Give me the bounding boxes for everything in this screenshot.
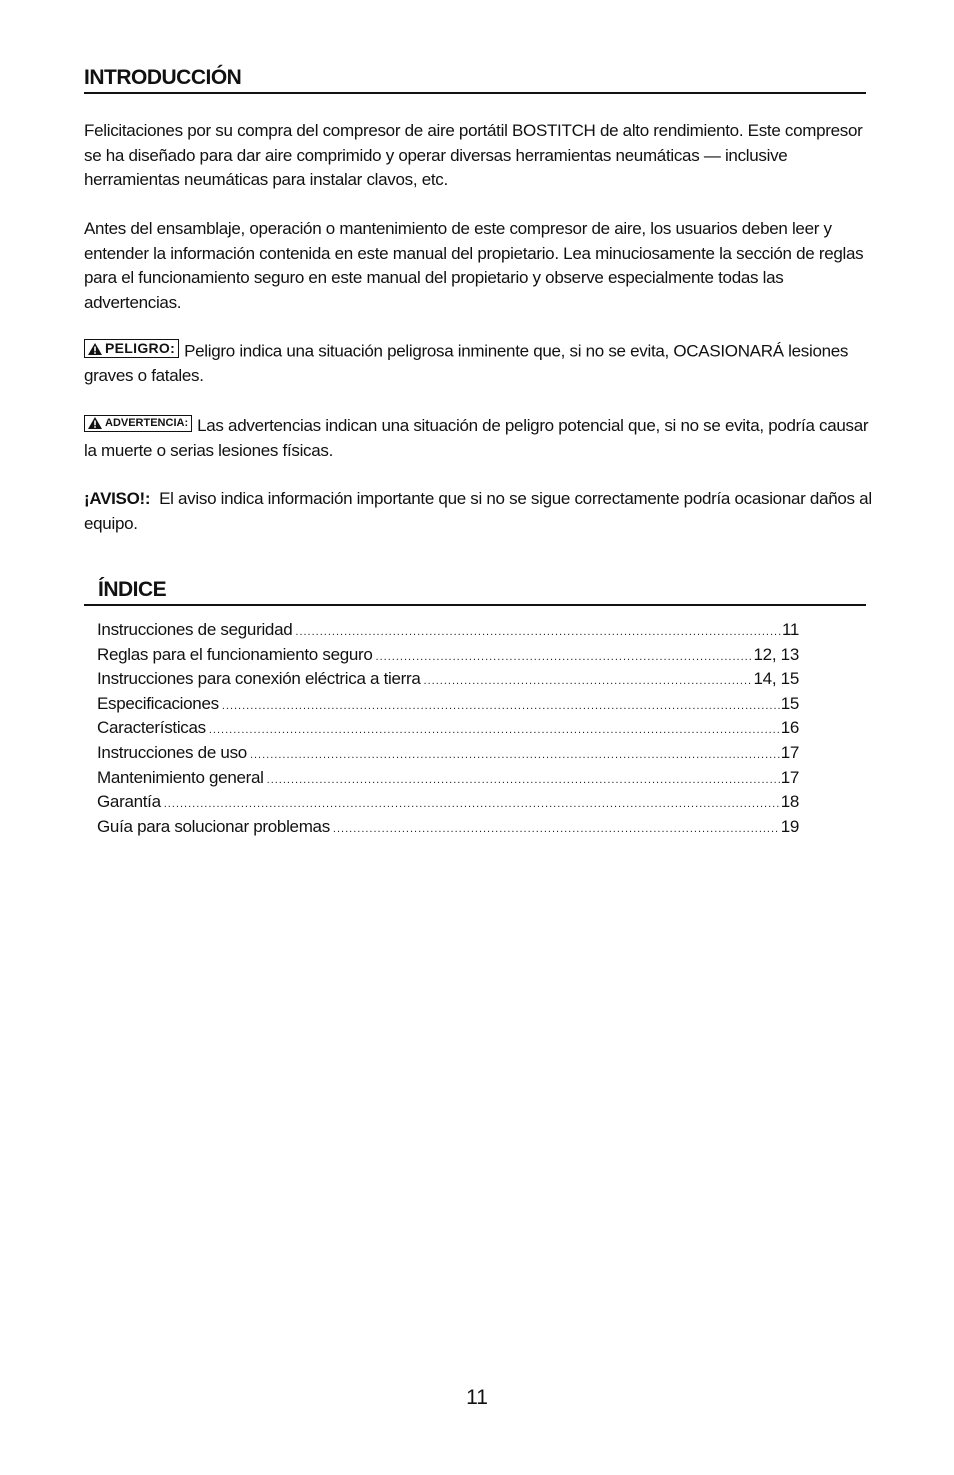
peligro-text: Peligro indica una situación peligrosa inminente que, si no se evita, OCASIONARÁ lesiones graves o fatales. [84,341,849,385]
warning-triangle-icon [88,417,102,429]
peligro-badge [84,339,179,358]
toc-entry[interactable] [97,643,799,668]
toc-entry[interactable] [97,667,799,692]
aviso-notice [84,487,874,536]
toc-entry-page: 11 [781,620,799,639]
toc-entry-page: 17 [780,742,799,762]
intro-heading: INTRODUCCIÓN [84,66,866,94]
toc-entry[interactable] [97,790,799,815]
toc-entry-page: 16 [780,718,799,738]
toc-dot-leader [250,743,780,768]
aviso-text: El aviso indica información importante que si no se sigue correctamente podría ocasionar daños al equipo. [84,489,872,533]
index-heading: ÍNDICE [84,578,866,606]
toc-entry[interactable] [97,618,799,643]
toc-entry-page: 19 [780,816,799,836]
intro-paragraph-2: Antes del ensamblaje, operación o mantenimiento de este compresor de aire, los usuarios deben leer y entender la información contenida en este manual del propietario. Lea minuciosamente la sección de reglas para el funcionamiento seguro en este manual del propietario y observe especialmente todas las advertencias. [84,219,864,312]
toc-entry-page: 12, 13 [753,644,799,664]
toc-dot-leader [164,792,780,817]
toc-entry-label: Características [97,718,206,738]
toc-entry-page: 17 [780,767,799,787]
toc-entry[interactable] [97,766,799,791]
toc-entry-page: 18 [780,792,799,812]
peligro-label: PELIGRO: [105,340,176,356]
toc-entry-label: Mantenimiento general [97,767,264,787]
toc-entry-page: 14, 15 [753,669,799,689]
warning-triangle-icon [88,343,102,355]
toc-entry[interactable] [97,716,799,741]
toc-entry-label: Instrucciones de uso [97,742,247,762]
toc-dot-leader [222,694,780,719]
toc-dot-leader [376,645,753,670]
toc-entry-label: Especificaciones [97,693,219,713]
toc-entry-label: Reglas para el funcionamiento seguro [97,644,373,664]
toc-dot-leader [209,718,780,743]
toc-entry[interactable] [97,815,799,840]
advertencia-label: ADVERTENCIA: [105,416,189,429]
toc-dot-leader [267,768,780,793]
page-number: 11 [466,1386,488,1409]
toc-entry-page: 15 [780,693,799,713]
toc-entry-label: Instrucciones para conexión eléctrica a tierra [97,669,421,689]
advertencia-text: Las advertencias indican una situación de peligro potencial que, si no se evita, podría causar la muerte o serias lesiones físicas. [84,416,869,460]
aviso-label: ¡AVISO!: [84,489,151,508]
toc-entry-label: Guía para solucionar problemas [97,816,330,836]
advertencia-notice [84,414,874,463]
toc-dot-leader [424,669,753,694]
toc-entry-label: Garantía [97,792,161,812]
toc-entry[interactable] [97,692,799,717]
table-of-contents [97,618,799,839]
toc-entry-label: Instrucciones de seguridad [97,620,293,639]
toc-dot-leader [295,620,781,645]
toc-entry[interactable] [97,741,799,766]
toc-dot-leader [333,817,780,842]
peligro-notice [84,339,874,389]
intro-paragraph-1: Felicitaciones por su compra del compresor de aire portátil BOSTITCH de alto rendimiento. Este compresor se ha diseñado para dar aire comprimido y operar diversas herramientas neumáticas — inclusive herramientas neumáticas para instalar clavos, etc. [84,121,863,189]
advertencia-badge [84,415,192,432]
